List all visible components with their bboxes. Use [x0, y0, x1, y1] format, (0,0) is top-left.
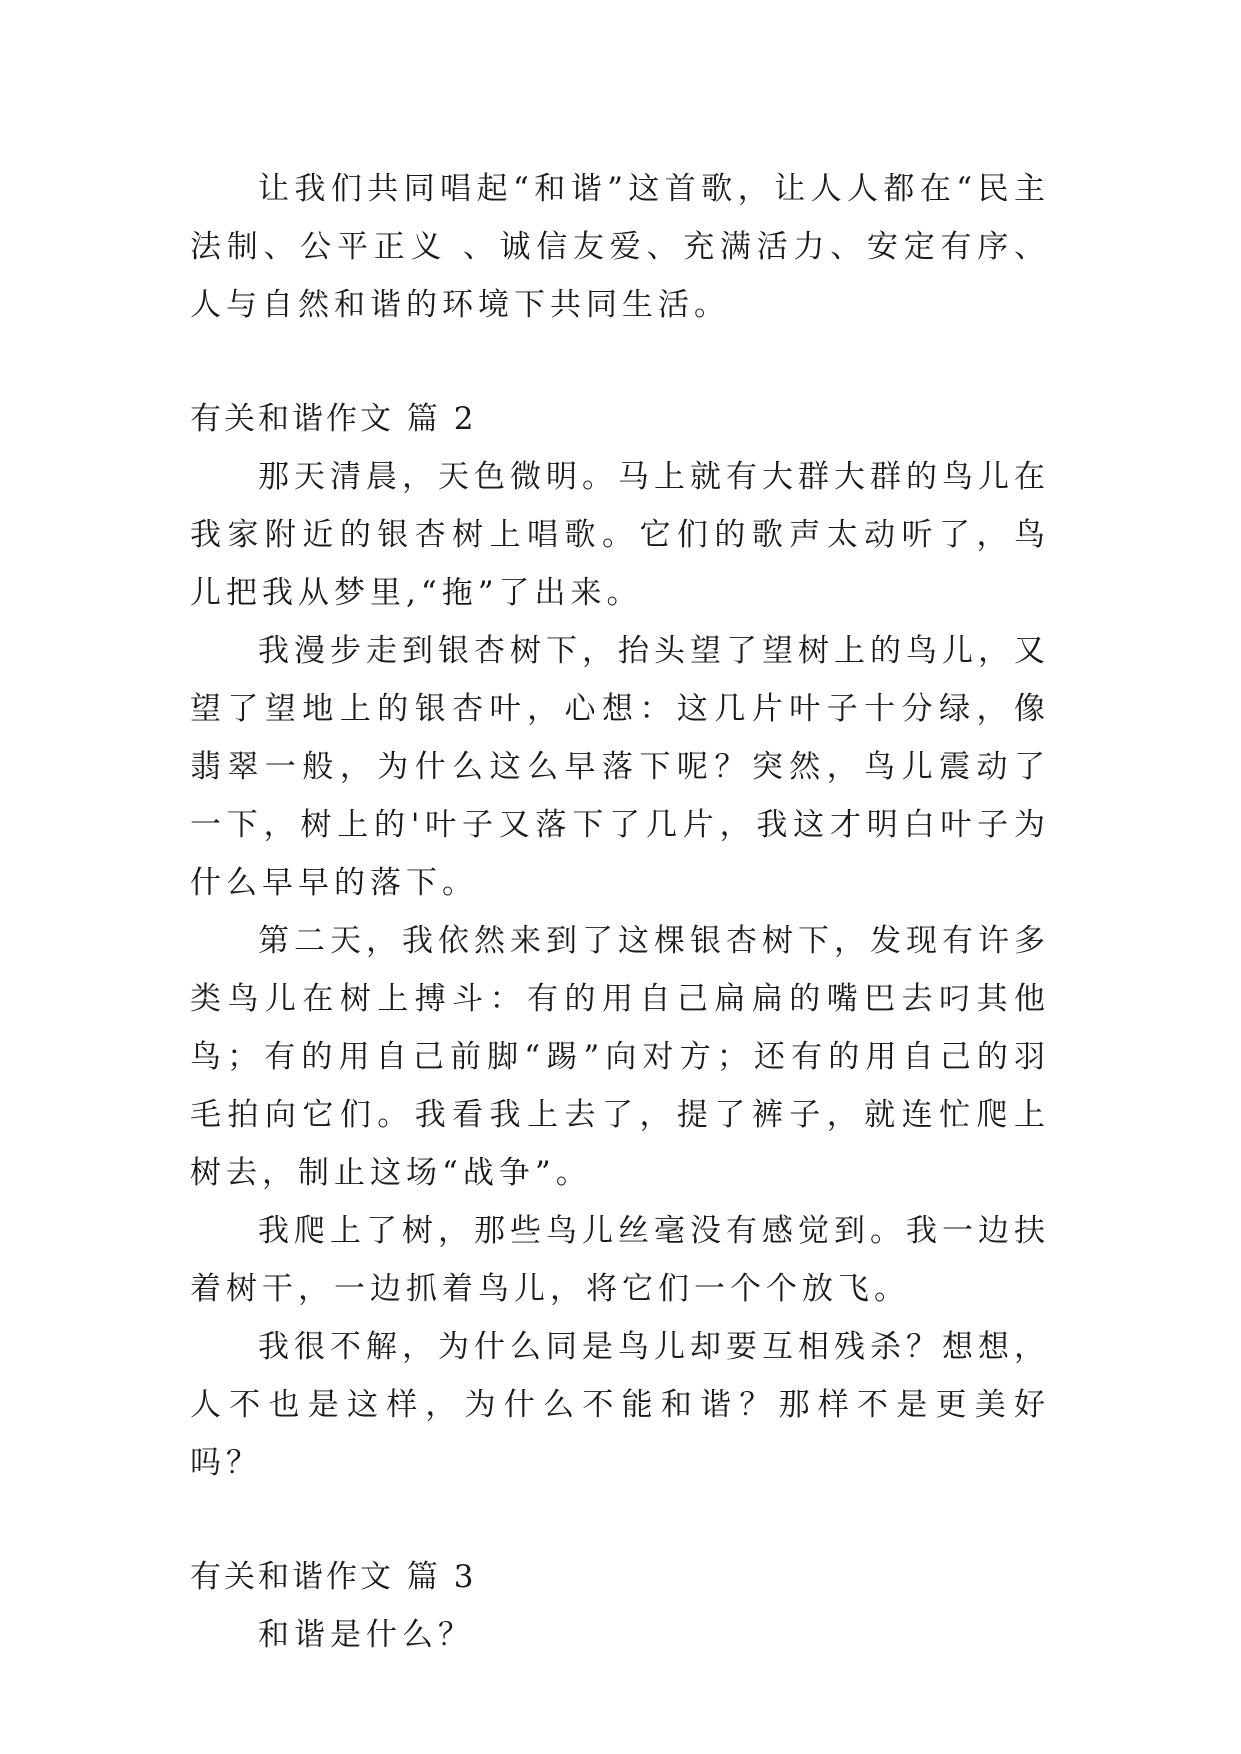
- paragraph: 我爬上了树，那些鸟儿丝毫没有感觉到。我一边扶着树干，一边抓着鸟儿，将它们一个个放飞。: [190, 1213, 1050, 1307]
- section-heading: 有关和谐作文 篇 3: [190, 1559, 477, 1595]
- paragraph: 我很不解，为什么同是鸟儿却要互相残杀？想想，人不也是这样，为什么不能和谐？那样不是更美好吗？: [190, 1329, 1050, 1481]
- paragraph: 那天清晨，天色微明。马上就有大群大群的鸟儿在我家附近的银杏树上唱歌。它们的歌声太动听了，鸟儿把我从梦里,“拖”了出来。: [190, 459, 1050, 611]
- document-body: [190, 160, 1050, 1664]
- section-heading: 有关和谐作文 篇 2: [190, 401, 477, 437]
- paragraph: 我漫步走到银杏树下，抬头望了望树上的鸟儿，又望了望地上的银杏叶，心想：这几片叶子十分绿，像翡翠一般，为什么这么早落下呢？突然，鸟儿震动了一下，树上的'叶子又落下了几片，我这才明白叶子为什么早早的落下。: [190, 633, 1050, 901]
- paragraph: 和谐是什么？: [258, 1617, 474, 1653]
- section-gap: [190, 1492, 1050, 1548]
- section-gap: [190, 334, 1050, 390]
- paragraph: 第二天，我依然来到了这棵银杏树下，发现有许多类鸟儿在树上搏斗：有的用自己扁扁的嘴巴去叼其他鸟；有的用自己前脚“踢”向对方；还有的用自己的羽毛拍向它们。我看我上去了，提了裤子，就连忙爬上树去，制止这场“战争”。: [190, 923, 1050, 1191]
- paragraph: 让我们共同唱起“和谐”这首歌，让人人都在“民主法制、公平正义 、诚信友爱、充满活力、安定有序、人与自然和谐的环境下共同生活。: [190, 171, 1050, 323]
